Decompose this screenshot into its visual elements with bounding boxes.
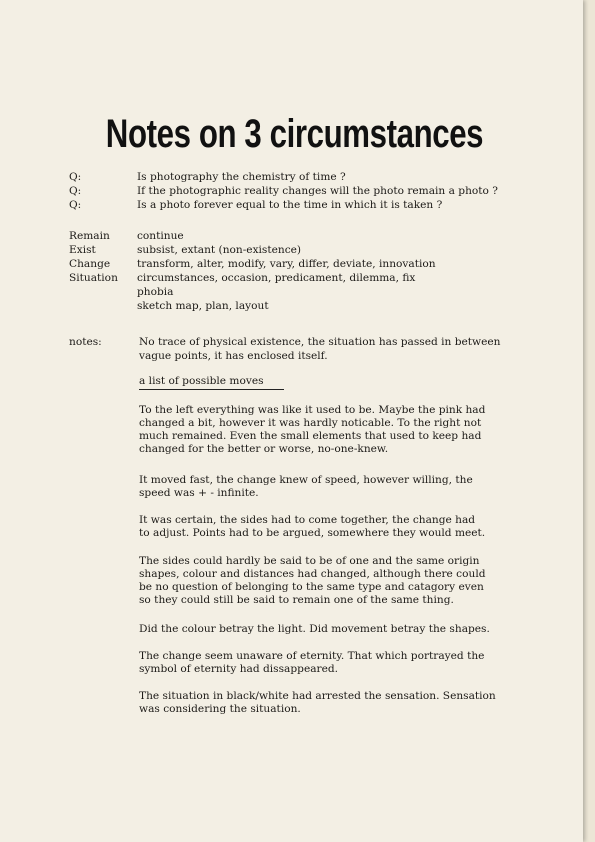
definition-term: Change <box>69 258 111 270</box>
definition-text: subsist, extant (non-existence) <box>137 244 302 256</box>
heading-underline <box>139 389 284 390</box>
page-title: Notes on 3 circumstances <box>105 112 484 156</box>
definition-term: Exist <box>69 244 96 256</box>
paragraph <box>139 404 539 456</box>
definition-text: sketch map, plan, layout <box>137 300 269 312</box>
question-text: Is a photo forever equal to the time in which it is taken ? <box>137 199 443 211</box>
paragraph <box>139 690 539 716</box>
paragraph-line: The change seem unaware of eternity. That which portrayed the <box>139 650 485 662</box>
paragraph <box>139 555 539 607</box>
paragraph-line: shapes, colour and distances had changed, although there could <box>139 568 486 580</box>
paragraph-line: It was certain, the sides had to come together, the change had <box>139 514 476 526</box>
definition-text: circumstances, occasion, predicament, dilemma, fix <box>137 272 416 284</box>
notes-line: vague points, it has enclosed itself. <box>139 350 328 362</box>
notes-line: No trace of physical existence, the situation has passed in between <box>139 336 501 348</box>
paragraph-line: be no question of belonging to the same type and catagory even <box>139 581 484 593</box>
definition-text: phobia <box>137 286 174 298</box>
paragraph-line: The sides could hardly be said to be of one and the same origin <box>139 555 480 567</box>
paragraph-line: symbol of eternity had dissappeared. <box>139 663 339 675</box>
paragraph <box>139 514 539 540</box>
definition-term: Situation <box>69 272 118 284</box>
question-text: If the photographic reality changes will the photo remain a photo ? <box>137 185 498 197</box>
moves-heading-text: a list of possible moves <box>139 375 264 387</box>
paragraph-line: The situation in black/white had arrested the sensation. Sensation <box>139 690 496 702</box>
question-label: Q: <box>69 185 82 197</box>
paragraph-line: It moved fast, the change knew of speed, however willing, the <box>139 474 473 486</box>
question-label: Q: <box>69 199 82 211</box>
paragraph-line: To the left everything was like it used to be. Maybe the pink had <box>139 404 486 416</box>
paragraph <box>139 623 539 636</box>
paragraph-line: so they could still be said to remain one of the same thing. <box>139 594 454 606</box>
notes-label: notes: <box>69 336 102 348</box>
moves-heading <box>139 375 284 390</box>
paragraph <box>139 474 539 500</box>
paragraph-line: was considering the situation. <box>139 703 301 715</box>
paragraph-line: Did the colour betray the light. Did movement betray the shapes. <box>139 623 490 635</box>
paragraph-line: changed a bit, however it was hardly noticable. To the right not <box>139 417 482 429</box>
paragraph <box>139 650 539 676</box>
question-label: Q: <box>69 171 82 183</box>
paragraph-line: much remained. Even the small elements that used to keep had <box>139 430 482 442</box>
paragraph-line: speed was + - infinite. <box>139 487 259 499</box>
definition-text: continue <box>137 230 184 242</box>
definition-text: transform, alter, modify, vary, differ, deviate, innovation <box>137 258 436 270</box>
question-text: Is photography the chemistry of time ? <box>137 171 346 183</box>
paragraph-line: to adjust. Points had to be argued, somewhere they would meet. <box>139 527 486 539</box>
paragraph-line: changed for the better or worse, no-one-knew. <box>139 443 389 455</box>
definition-term: Remain <box>69 230 110 242</box>
